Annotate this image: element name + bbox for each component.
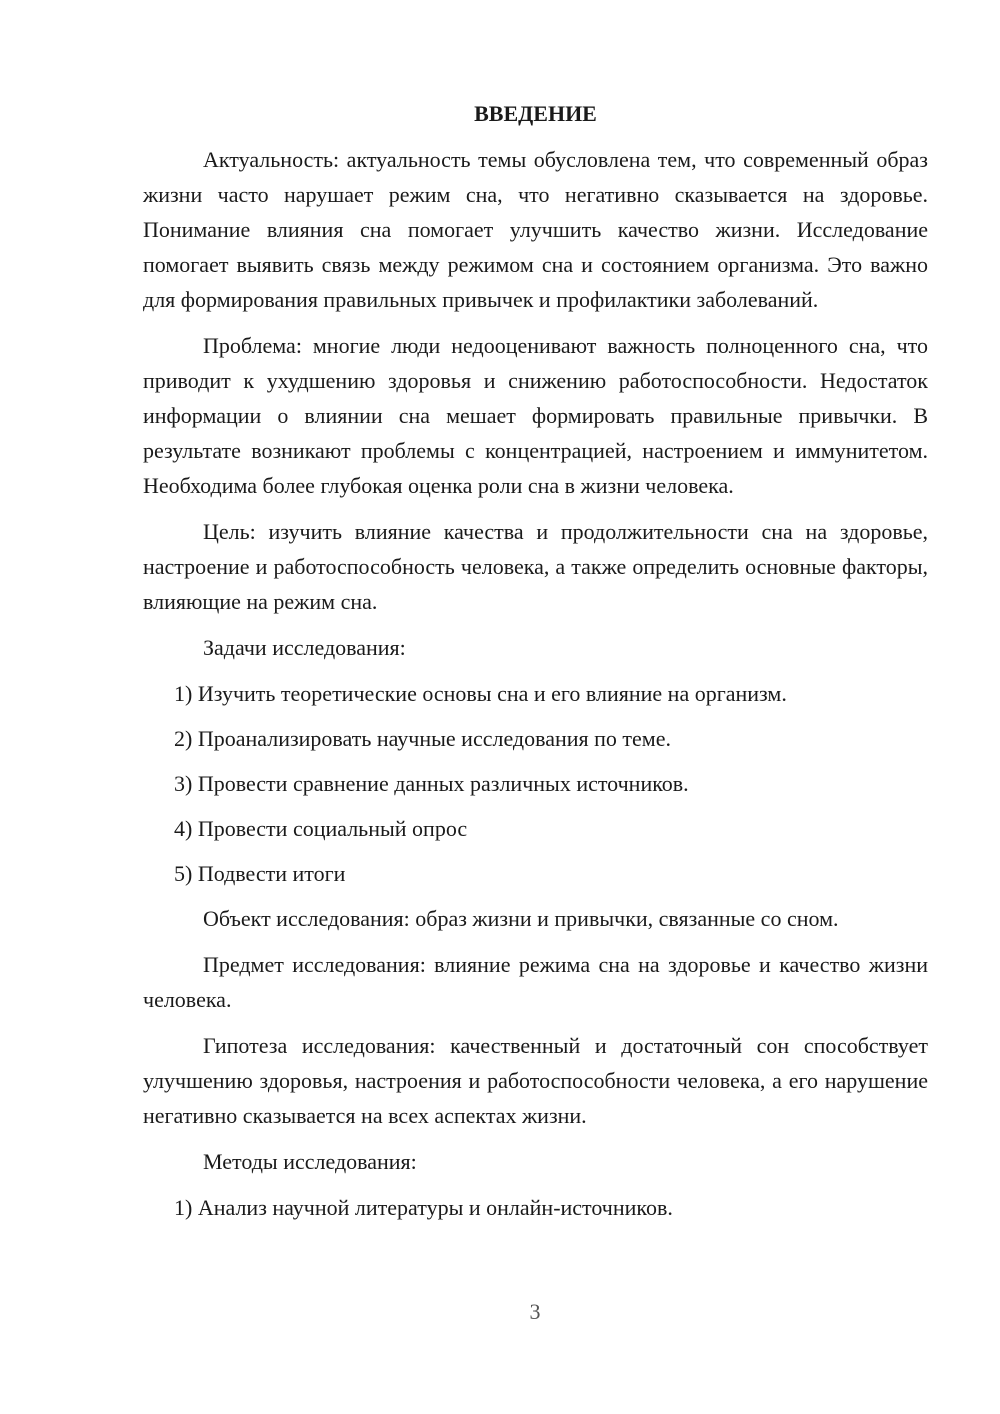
subject-paragraph: Предмет исследования: влияние режима сна на здоровье и качество жизни человека. (143, 952, 928, 1012)
task-item-2: 2) Проанализировать научные исследования по теме. (174, 726, 671, 751)
task-item-3: 3) Провести сравнение данных различных источников. (174, 771, 689, 796)
task-item-1: 1) Изучить теоретические основы сна и его влияние на организм. (174, 681, 787, 706)
methods-heading: Методы исследования: (203, 1149, 417, 1174)
page-title: ВВЕДЕНИЕ (474, 101, 597, 126)
method-item-1: 1) Анализ научной литературы и онлайн-источников. (174, 1195, 673, 1220)
task-item-4: 4) Провести социальный опрос (174, 816, 468, 841)
page-number: 3 (529, 1299, 541, 1324)
problem-paragraph: Проблема: многие люди недооценивают важность полноценного сна, что приводит к ухудшению здоровья и снижению работоспособности. Недостаток информации о влиянии сна мешает формировать правильные привычки. В результате возникают проблемы с концентрацией, настроением и иммунитетом. Необходима более глубокая оценка роли сна в жизни человека. (143, 333, 928, 498)
goal-paragraph: Цель: изучить влияние качества и продолжительности сна на здоровье, настроение и работоспособность человека, а также определить основные факторы, влияющие на режим сна. (143, 519, 928, 614)
tasks-heading: Задачи исследования: (203, 635, 406, 660)
document-page (143, 96, 928, 1235)
hypothesis-paragraph: Гипотеза исследования: качественный и достаточный сон способствует улучшению здоровья, настроения и работоспособности человека, а его нарушение негативно сказывается на всех аспектах жизни. (143, 1033, 928, 1128)
relevance-paragraph: Актуальность: актуальность темы обусловлена тем, что современный образ жизни часто нарушает режим сна, что негативно сказывается на здоровье. Понимание влияния сна помогает улучшить качество жизни. Исследование помогает выявить связь между режимом сна и состоянием организма. Это важно для формирования правильных привычек и профилактики заболеваний. (143, 147, 928, 312)
task-item-5: 5) Подвести итоги (174, 861, 346, 886)
object-paragraph: Объект исследования: образ жизни и привычки, связанные со сном. (203, 906, 839, 931)
